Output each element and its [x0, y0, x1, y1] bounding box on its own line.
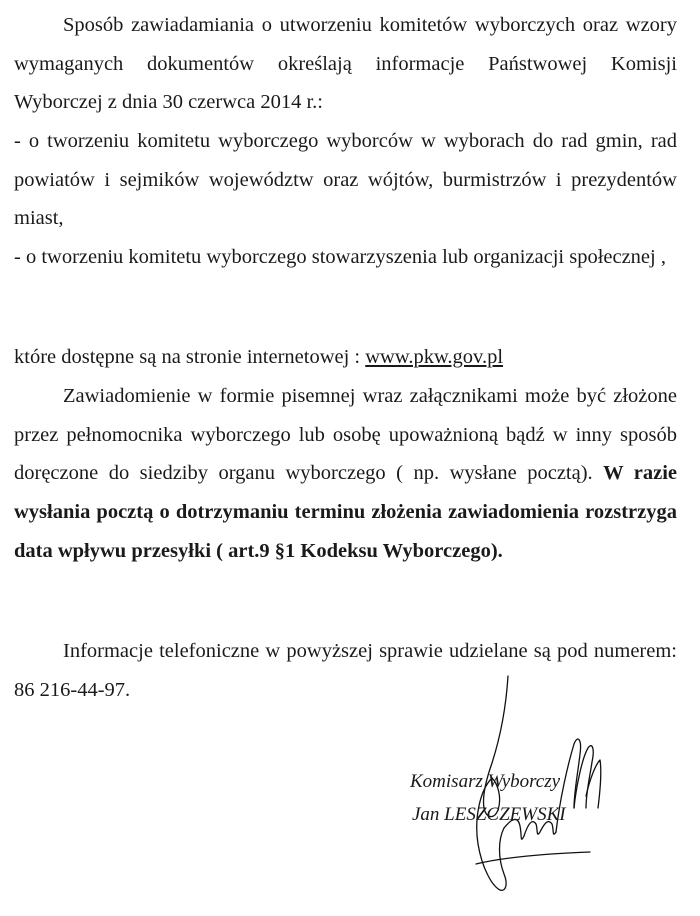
- postal-deadline-note: W razie wysłania pocztą o dotrzymaniu terminu złożenia zawiadomienia rozstrzyga data wpływu przesyłki ( art.9 §1 Kodeksu Wyborczego).: [14, 462, 678, 562]
- submission-paragraph: [14, 377, 677, 571]
- pkw-website-link[interactable]: www.pkw.gov.pl: [365, 346, 504, 368]
- signatory-title: Komisarz Wyborczy: [410, 771, 561, 792]
- document-list: [14, 122, 677, 277]
- list-item: - o tworzeniu komitetu wyborczego wyborców w wyborach do rad gmin, rad powiatów i sejmików województw oraz wójtów, burmistrzów i prezydentów miast,: [14, 130, 677, 230]
- list-item: - o tworzeniu komitetu wyborczego stowarzyszenia lub organizacji społecznej ,: [14, 246, 666, 269]
- phone-info-paragraph: Informacje telefoniczne w powyższej sprawie udzielane są pod numerem: 86 216-44-97.: [14, 640, 677, 701]
- website-prefix: które dostępne są na stronie internetowej :: [14, 346, 366, 368]
- website-line: [14, 338, 677, 377]
- signatory-name: Jan LESZCZEWSKI: [412, 804, 566, 825]
- submission-text: Zawiadomienie w formie pisemnej wraz załącznikami może być złożone przez pełnomocnika wyborczego lub osobę upoważnioną bądź w inny sposób doręczone do siedziby organu wyborczego ( np. wysłane pocztą).: [14, 385, 677, 485]
- signature-block: [410, 765, 640, 831]
- intro-paragraph: Sposób zawiadamiania o utworzeniu komitetów wyborczych oraz wzory wymaganych dokumentów określają informacje Państwowej Komisji Wyborczej z dnia 30 czerwca 2014 r.:: [14, 14, 677, 114]
